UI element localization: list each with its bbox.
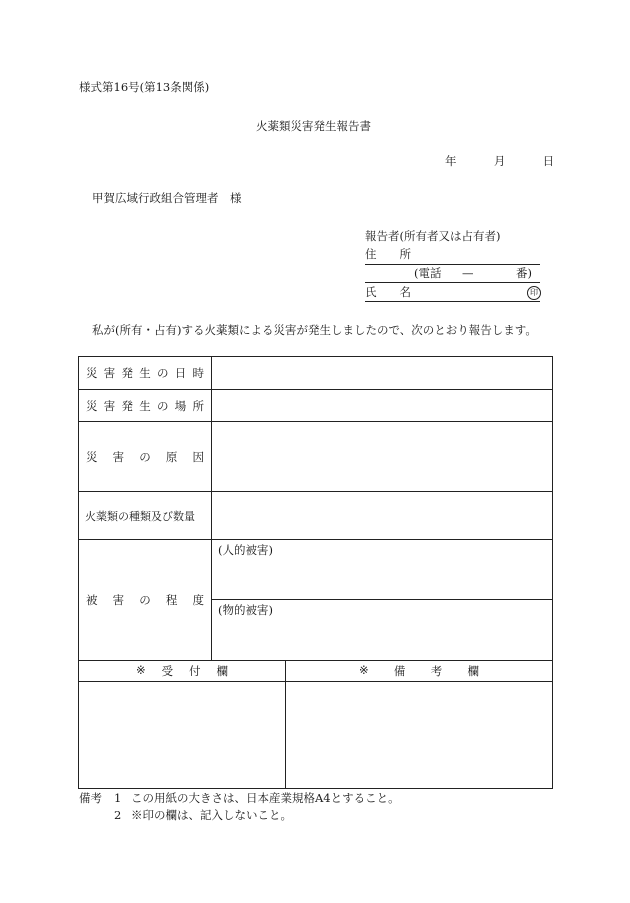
label-damage-extent: 被 害 の 程 度: [79, 540, 212, 661]
phone-open: (電話: [414, 266, 442, 280]
label-occurrence-datetime: 災 害 発 生 の 日 時: [79, 357, 212, 390]
remarks-header: ※ 備 考 欄: [286, 661, 553, 682]
report-table: [78, 356, 553, 789]
label-cause: 災 害 の 原 因: [79, 422, 212, 492]
date-line: [445, 156, 554, 168]
address-label: 住 所: [365, 247, 411, 261]
phone-underline: [365, 282, 540, 283]
note-2-text: ※印の欄は、記入しないこと。: [131, 808, 292, 822]
phone-dash: —: [462, 266, 474, 280]
note-1-text: この用紙の大きさは、日本産業規格A4とすること。: [131, 791, 400, 805]
field-human-damage[interactable]: [212, 540, 553, 600]
addressee: 甲賀広域行政組合管理者 様: [92, 191, 242, 205]
reception-header: ※ 受 付 欄: [79, 661, 286, 682]
phone-close: 番): [516, 266, 532, 280]
date-month: 月: [493, 154, 506, 168]
intro-sentence: 私が(所有・占有)する火薬類による災害が発生しましたので、次のとおり報告します。: [92, 323, 537, 337]
field-occurrence-place[interactable]: [212, 390, 553, 422]
date-year: 年: [445, 154, 457, 168]
note-1-number: 1: [114, 791, 122, 805]
document-title: 火薬類災害発生報告書: [256, 119, 371, 133]
form-number: 様式第16号(第13条関係): [79, 80, 210, 94]
seal-mark: [527, 286, 541, 300]
property-damage-label: (物的被害): [218, 603, 273, 617]
name-label: 氏 名: [365, 285, 411, 299]
notes-label: 備考: [79, 791, 102, 805]
address-underline: [365, 264, 540, 265]
reporter-heading: 報告者(所有者又は占有者): [365, 229, 501, 243]
date-day: 日: [542, 154, 555, 168]
field-property-damage[interactable]: [212, 600, 553, 661]
label-explosive-type-quantity: 火薬類の種類及び数量: [79, 492, 212, 540]
note-2-number: 2: [114, 808, 122, 822]
field-occurrence-datetime[interactable]: [212, 357, 553, 390]
name-underline: [365, 301, 540, 302]
reception-field: [79, 682, 286, 789]
label-occurrence-place: 災 害 発 生 の 場 所: [79, 390, 212, 422]
human-damage-label: (人的被害): [218, 543, 273, 557]
seal-icon: 印: [527, 286, 541, 300]
remarks-field: [286, 682, 553, 789]
field-explosive-type-quantity[interactable]: [212, 492, 553, 540]
field-cause[interactable]: [212, 422, 553, 492]
